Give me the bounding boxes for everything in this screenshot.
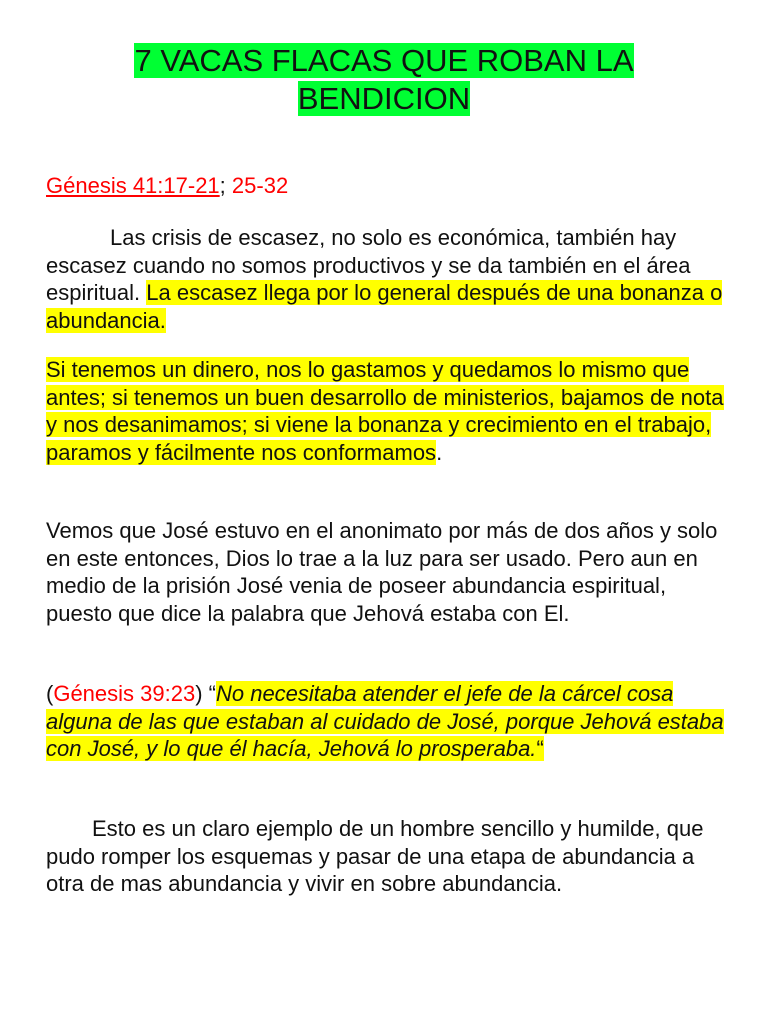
paragraph-2-highlight: Si tenemos un dinero, nos lo gastamos y quedamos lo mismo que antes; si tenemos un buen desarrollo de ministerios, bajamos de nota y nos desanimamos; si viene la bonanza y crecimiento en el trabajo, paramos y fácilmente nos conformamos: [46, 357, 724, 465]
paragraph-1-highlight: La escasez llega por lo general después de una bonanza o abundancia.: [46, 280, 723, 333]
scripture-reference: [46, 172, 736, 200]
paragraph-1: [46, 224, 736, 334]
paragraph-5-text: Esto es un claro ejemplo de un hombre sencillo y humilde, que pudo romper los esquemas y pasar de una etapa de abundancia a otra de mas abundancia y vivir en sobre abundancia.: [46, 816, 704, 896]
paragraph-1-text: Las crisis de escasez, no solo es económica, también hay escasez cuando no somos productivos y se da también en el área espiritual.: [46, 225, 691, 305]
scripture-quote: No necesitaba atender el jefe de la cárcel cosa alguna de las que estaban al cuidado de José, porque Jehová estaba con José, y lo que él hacía, Jehová lo prosperaba.: [46, 681, 724, 761]
paren-close: ) “: [195, 681, 216, 706]
paragraph-2: [46, 356, 736, 466]
reference-separator: ;: [219, 173, 226, 198]
reference-2: 25-32: [231, 173, 289, 198]
paragraph-3: Vemos que José estuvo en el anonimato por más de dos años y solo en este entonces, Dios lo trae a la luz para ser usado. Pero aun en medio de la prisión José venia de poseer abundancia espiritual, puesto que dice la palabra que Jehová estaba con El.: [46, 518, 718, 626]
paragraph-4: [46, 680, 736, 763]
paragraph-5: [46, 815, 736, 898]
document-title: [40, 42, 728, 118]
title-line-2: BENDICION: [297, 81, 471, 116]
reference-link-1[interactable]: Génesis 41:17-21: [46, 173, 220, 198]
quote-reference: Génesis 39:23: [53, 681, 196, 706]
title-line-1: 7 VACAS FLACAS QUE ROBAN LA: [134, 43, 634, 78]
paren-open: (: [46, 681, 54, 706]
quote-close: “: [536, 736, 544, 761]
paragraph-2-tail: .: [436, 439, 443, 465]
